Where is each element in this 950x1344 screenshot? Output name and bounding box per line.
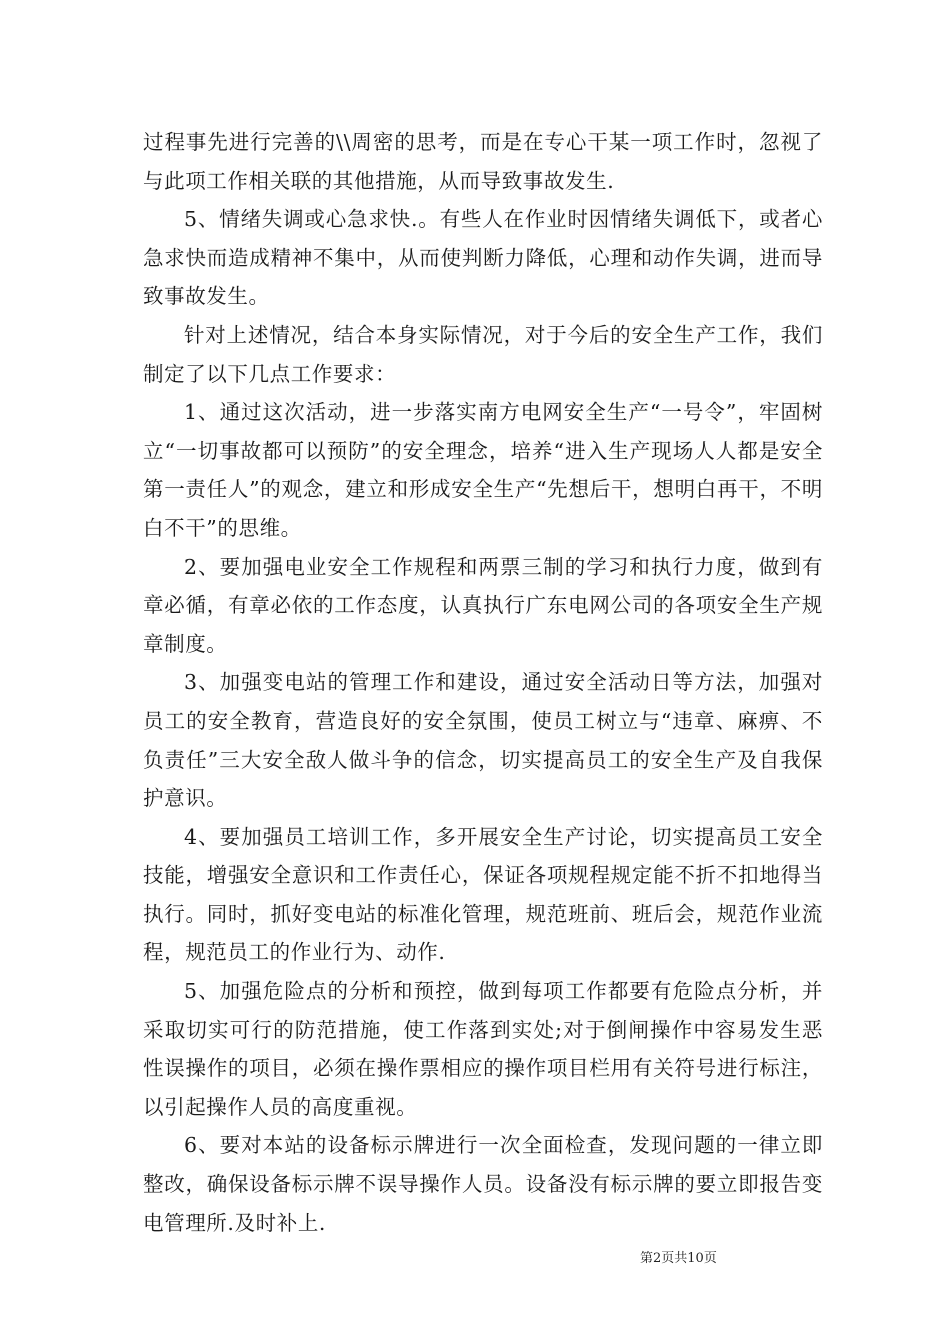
paragraph-continuation: 过程事先进行完善的\\周密的思考，而是在专心干某一项工作时，忽视了与此项工作相关联的其他措施，从而导致事故发生. xyxy=(143,130,823,193)
paragraph-cause-5: 5、情绪失调或心急求快.。有些人在作业时因情绪失调低下，或者心急求快而造成精神不集中，从而使判断力降低，心理和动作失调，进而导致事故发生。 xyxy=(143,207,823,309)
paragraph-requirement-6: 6、要对本站的设备标示牌进行一次全面检查，发现问题的一律立即整改，确保设备标示牌不误导操作人员。设备没有标示牌的要立即报告变电管理所.及时补上. xyxy=(143,1133,823,1235)
paragraph-requirement-4: 4、要加强员工培训工作，多开展安全生产讨论，切实提高员工安全技能，增强安全意识和工作责任心，保证各项规程规定能不折不扣地得当执行。同时，抓好变电站的标准化管理，规范班前、班后会，规范作业流程，规范员工的作业行为、动作. xyxy=(143,824,823,965)
page-number-footer: 第2页共10页 xyxy=(640,1251,717,1266)
paragraph-intro-requirements: 针对上述情况，结合本身实际情况，对于今后的安全生产工作，我们制定了以下几点工作要求： xyxy=(143,322,823,386)
document-body xyxy=(143,123,823,1242)
paragraph-requirement-1: 1、通过这次活动，进一步落实南方电网安全生产“一号令”，牢固树立“一切事故都可以预防”的安全理念，培养“进入生产现场人人都是安全第一责任人”的观念，建立和形成安全生产“先想后干，想明白再干，不明白不干”的思维。 xyxy=(143,400,823,540)
paragraph-requirement-2: 2、要加强电业安全工作规程和两票三制的学习和执行力度，做到有章必循，有章必依的工作态度，认真执行广东电网公司的各项安全生产规章制度。 xyxy=(143,554,823,656)
paragraph-requirement-3: 3、加强变电站的管理工作和建设，通过安全活动日等方法，加强对员工的安全教育，营造良好的安全氛围，使员工树立与“违章、麻痹、不负责任”三大安全敌人做斗争的信念，切实提高员工的安全生产及自我保护意识。 xyxy=(143,670,823,811)
paragraph-requirement-5: 5、加强危险点的分析和预控，做到每项工作都要有危险点分析，并采取切实可行的防范措施，使工作落到实处;对于倒闸操作中容易发生恶性误操作的项目，必须在操作票相应的操作项目栏用有关符号进行标注，以引起操作人员的高度重视。 xyxy=(143,979,823,1119)
